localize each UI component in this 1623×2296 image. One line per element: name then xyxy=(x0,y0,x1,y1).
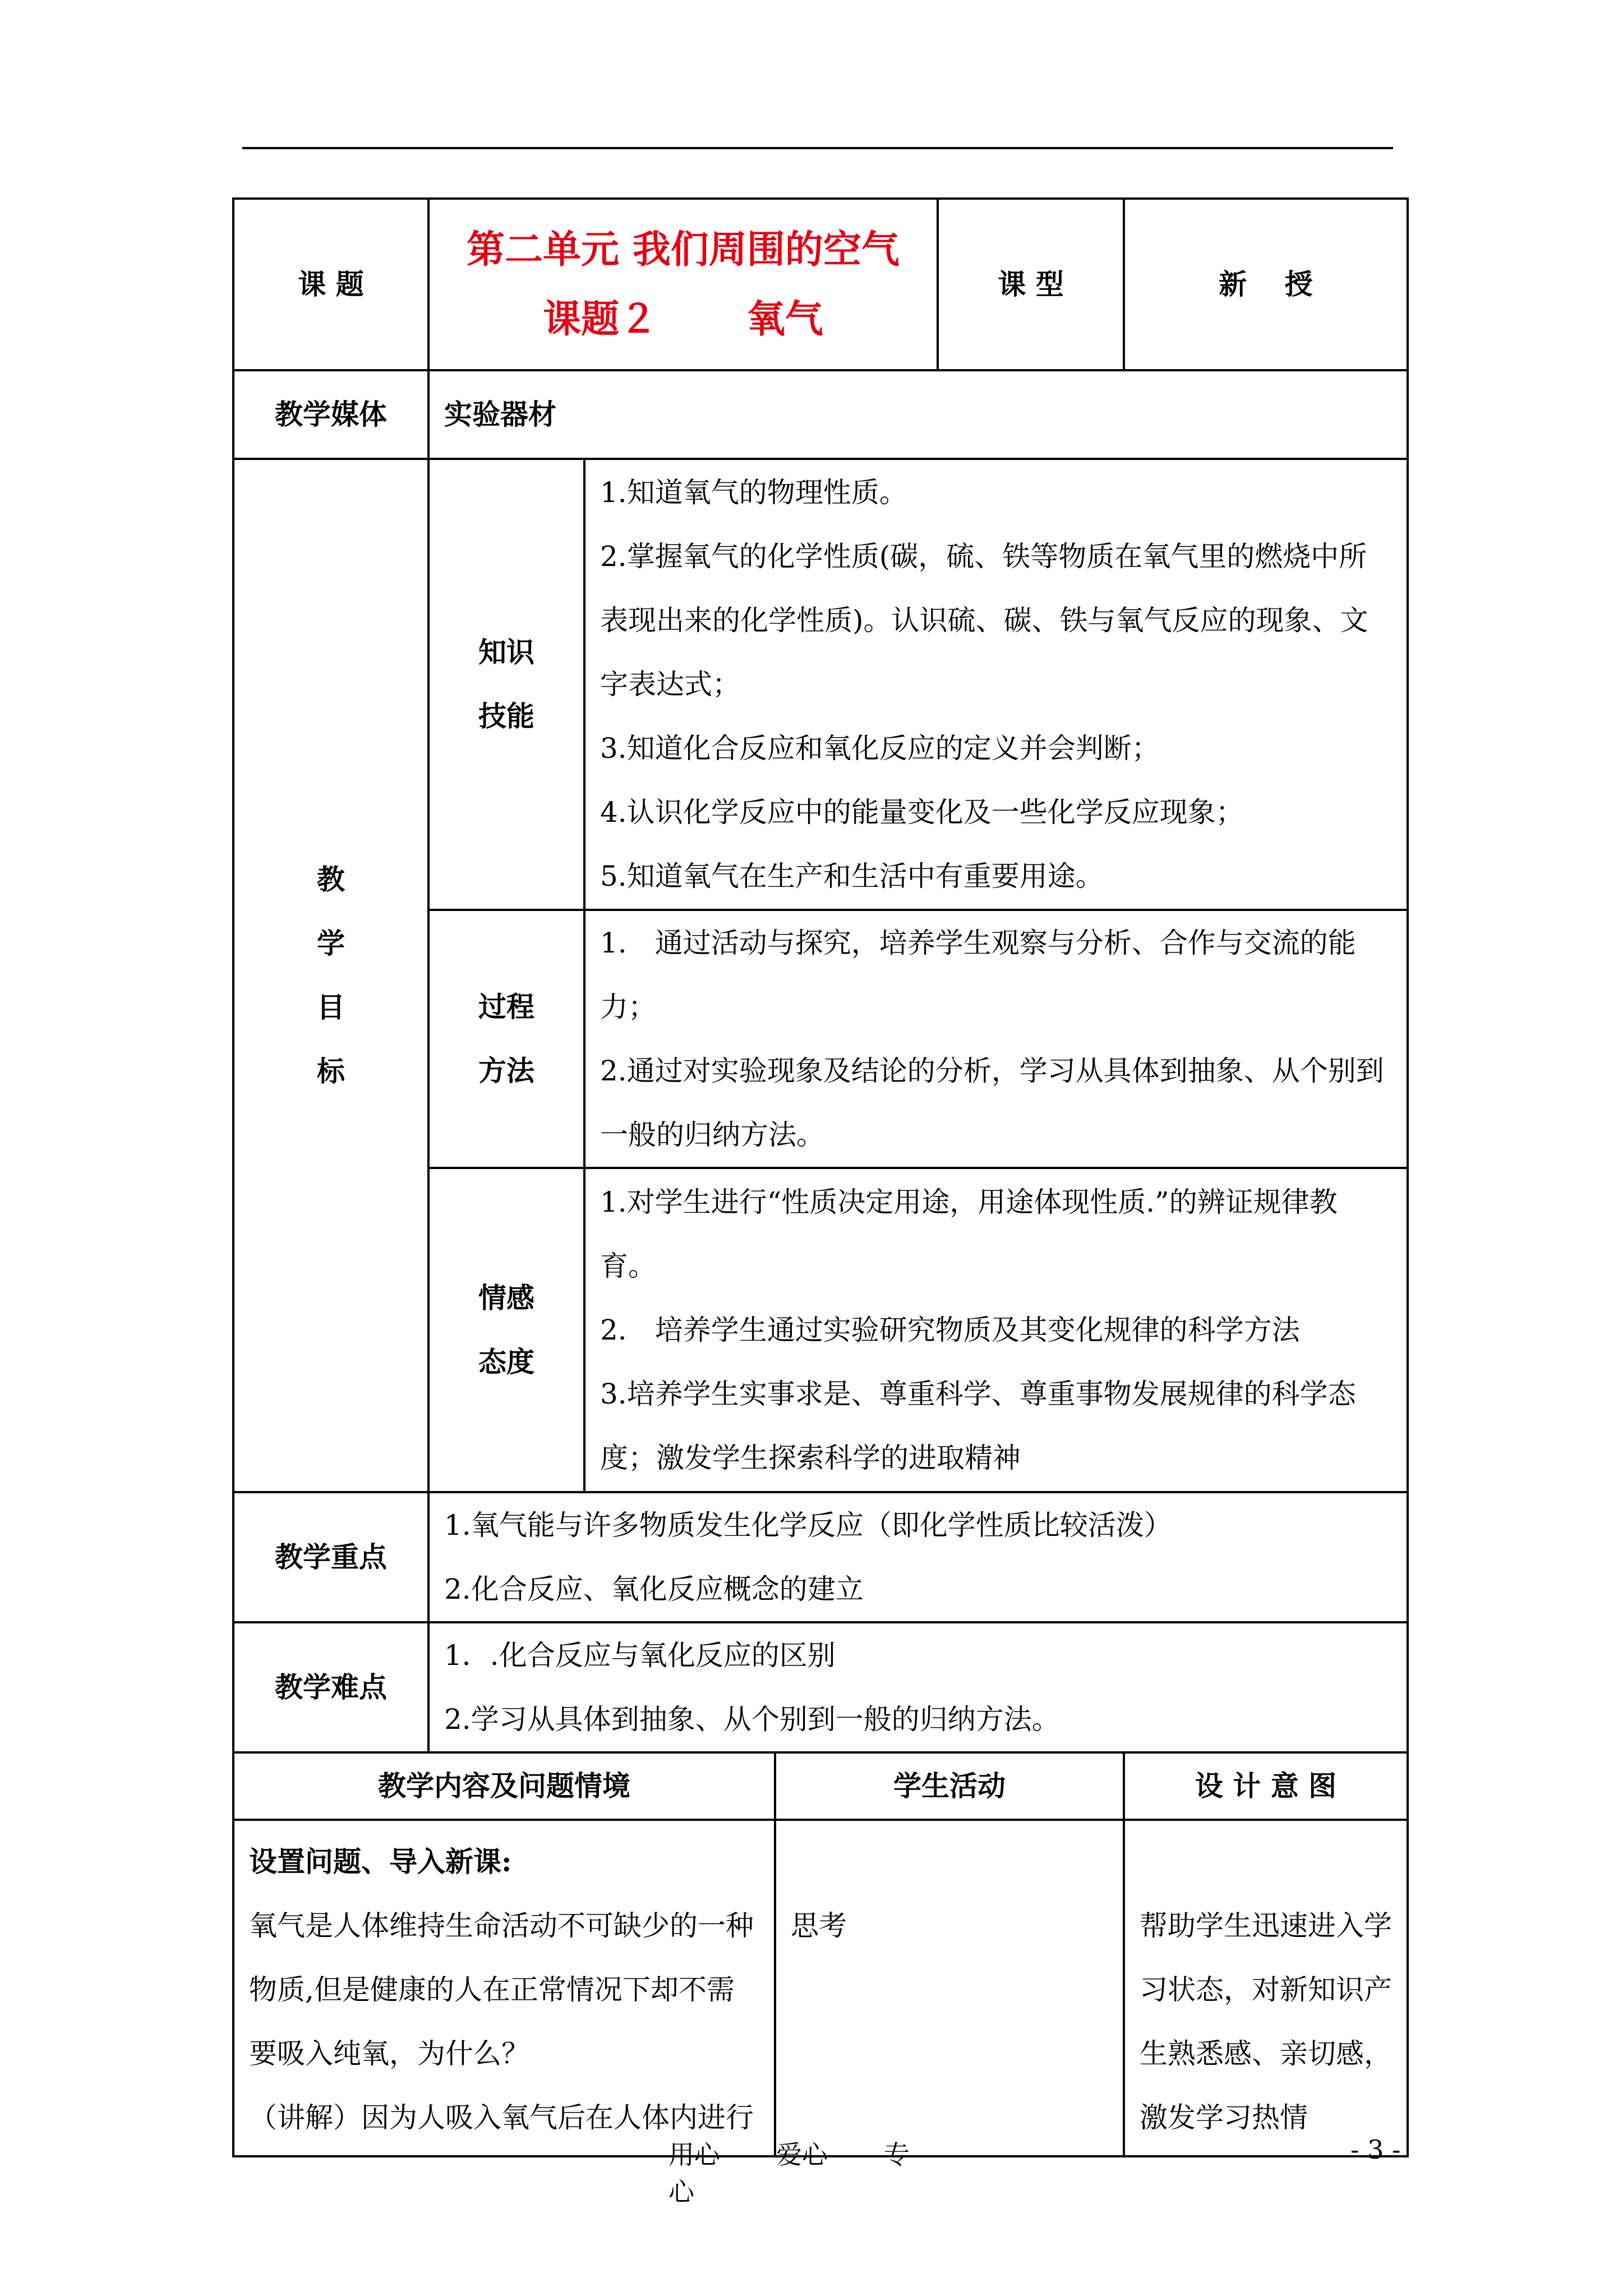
type-value: 新 授 xyxy=(1124,199,1408,370)
media-value: 实验器材 xyxy=(428,370,1408,459)
header-rule xyxy=(242,147,1393,149)
difficulties-label: 教学难点 xyxy=(233,1622,428,1752)
key-point-item: 1.氧气能与许多物质发生化学反应（即化学性质比较活泼） xyxy=(444,1509,1172,1542)
difficulty-item: 2.学习从具体到抽象、从个别到一般的归纳方法。 xyxy=(444,1703,1060,1736)
knowledge-item: 5.知道氧气在生产和生活中有重要用途。 xyxy=(600,860,1104,892)
media-label: 教学媒体 xyxy=(233,370,428,459)
student-activity: 思考 xyxy=(775,1820,1124,2156)
page-number: - 3 - xyxy=(1350,2134,1401,2165)
lesson-title-cell xyxy=(428,199,938,370)
knowledge-item: 4.认识化学反应中的能量变化及一些化学反应现象； xyxy=(600,796,1244,829)
unit-title: 第二单元 我们周围的空气 xyxy=(467,227,900,272)
emotion-item: 2. 培养学生通过实验研究物质及其变化规律的科学方法 xyxy=(600,1314,1300,1346)
process-item: 1. 通过活动与探究，培养学生观察与分析、合作与交流的能力； xyxy=(600,927,1356,1023)
content-header-row xyxy=(233,1752,1408,1820)
title-row xyxy=(233,199,1408,370)
knowledge-label: 知识 技能 xyxy=(428,459,584,910)
subject-label: 课 题 xyxy=(233,199,428,370)
lesson-plan-table xyxy=(232,197,1409,2157)
design-intent: 帮助学生迅速进入学习状态，对新知识产生熟悉感、亲切感，激发学习热情 xyxy=(1124,1820,1408,2156)
key-points-items xyxy=(428,1492,1408,1622)
type-label: 课 型 xyxy=(938,199,1124,370)
emotion-item: 3.培养学生实事求是、尊重科学、尊重事物发展规律的科学态度；激发学生探索科学的进取精神 xyxy=(600,1378,1356,1474)
knowledge-item: 2.掌握氧气的化学性质(碳，硫、铁等物质在氧气里的燃烧中所表现出来的化学性质)。认识硫、碳、铁与氧气反应的现象、文字表达式； xyxy=(600,540,1368,701)
process-item: 2.通过对实验现象及结论的分析，学习从具体到抽象、从个别到一般的归纳方法。 xyxy=(600,1055,1384,1151)
emotion-label: 情感 态度 xyxy=(428,1168,584,1492)
emotion-items xyxy=(584,1168,1408,1492)
emotion-item: 1.对学生进行“性质决定用途，用途体现性质.”的辨证规律教育。 xyxy=(600,1186,1338,1282)
process-label: 过程 方法 xyxy=(428,910,584,1168)
goals-label: 教 学 目 标 xyxy=(233,459,428,1492)
difficulty-item: 1．.化合反应与氧化反应的区别 xyxy=(444,1639,836,1672)
key-point-item: 2.化合反应、氧化反应概念的建立 xyxy=(444,1573,864,1605)
goal-knowledge-row xyxy=(233,459,1408,910)
explain-text: （讲解）因为人吸入氧气后在人体内进行 xyxy=(249,2101,754,2134)
process-items xyxy=(584,910,1408,1168)
lesson-title: 课题２ 氧气 xyxy=(543,297,823,342)
key-points-label: 教学重点 xyxy=(233,1492,428,1622)
footer-motto: 用心 爱心 专心 xyxy=(668,2139,910,2207)
header-activity: 学生活动 xyxy=(775,1752,1124,1820)
media-row xyxy=(233,370,1408,459)
difficulties-items xyxy=(428,1622,1408,1752)
key-points-row xyxy=(233,1492,1408,1622)
content-cell xyxy=(233,1820,775,2156)
knowledge-item: 3.知道化合反应和氧化反应的定义并会判断； xyxy=(600,732,1160,765)
intro-heading: 设置问题、导入新课: xyxy=(249,1845,512,1878)
content-row xyxy=(233,1820,1408,2156)
intro-text: 氧气是人体维持生命活动不可缺少的一种物质,但是健康的人在正常情况下却不需要吸入纯氧，为什么？ xyxy=(249,1910,754,2070)
knowledge-items xyxy=(584,459,1408,910)
knowledge-item: 1.知道氧气的物理性质。 xyxy=(600,476,907,509)
header-content: 教学内容及问题情境 xyxy=(233,1752,775,1820)
header-intent: 设 计 意 图 xyxy=(1124,1752,1408,1820)
difficulties-row xyxy=(233,1622,1408,1752)
